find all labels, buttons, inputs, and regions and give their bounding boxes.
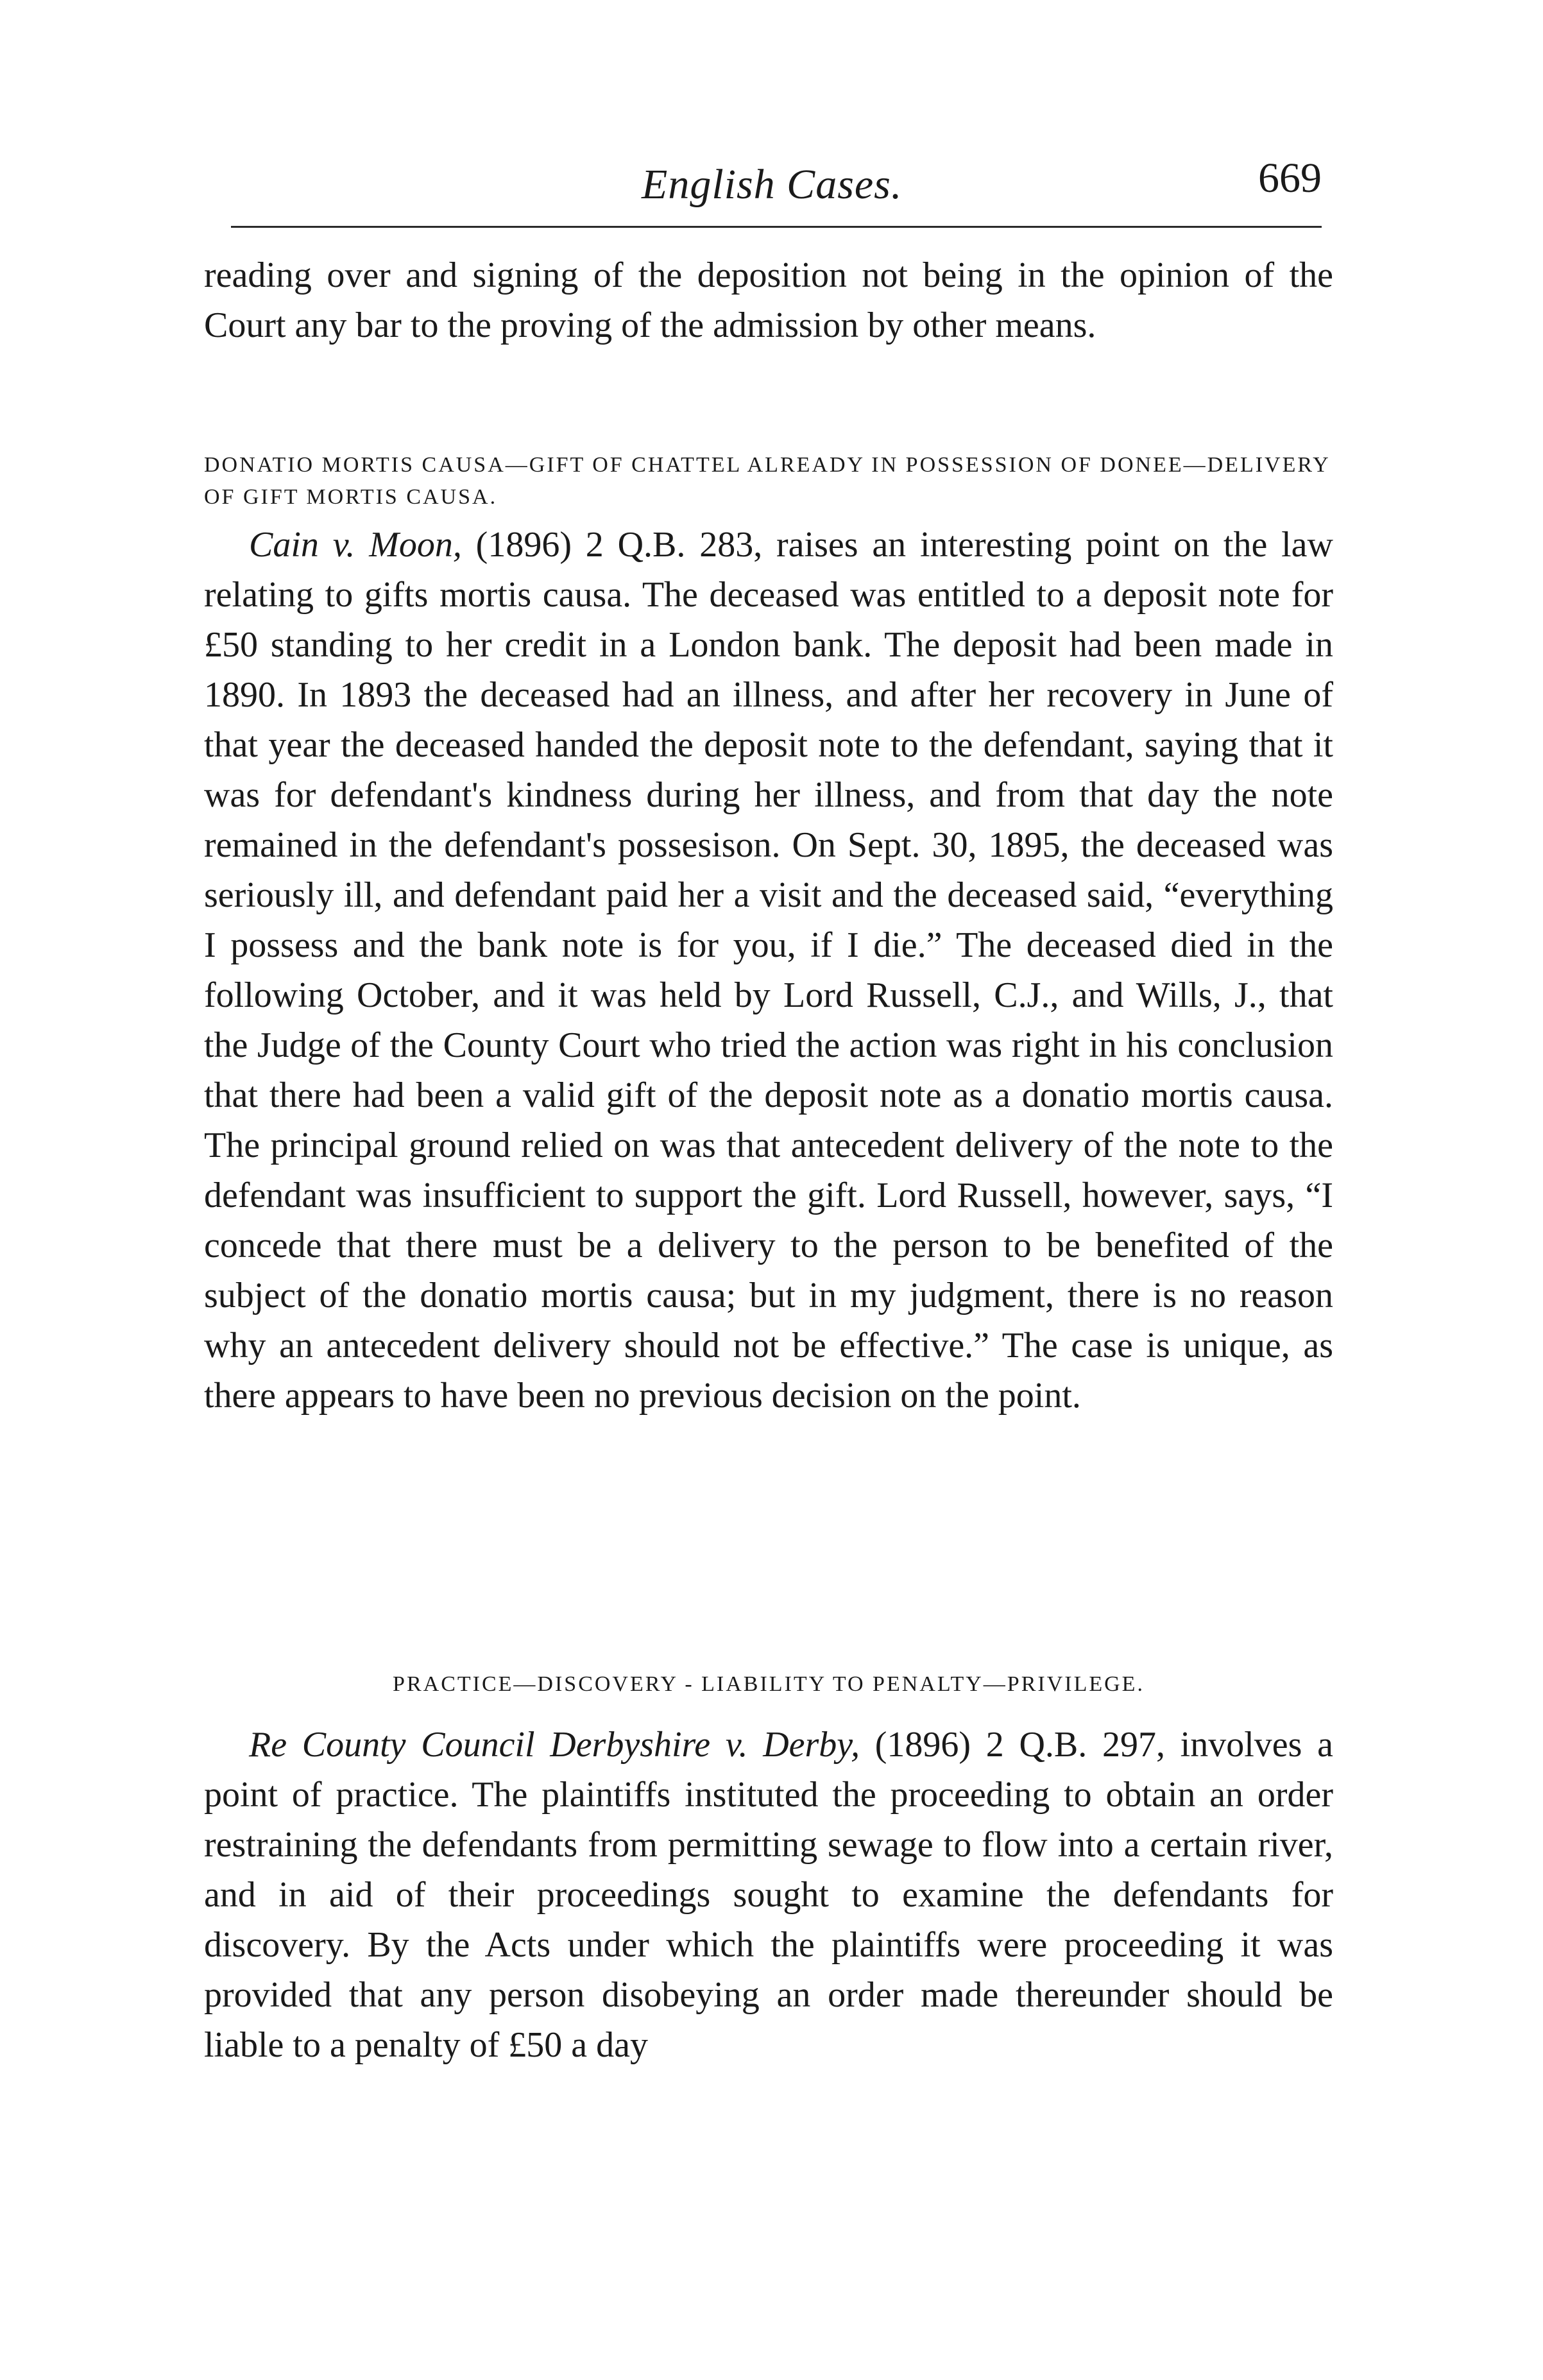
case-paragraph-derbyshire-v-derby (204, 1720, 1333, 2070)
continuation-text: reading over and signing of the deposition not being in the opinion of the Court any bar to the proving of the admission by other means. (204, 255, 1333, 345)
section-heading-donatio: DONATIO MORTIS CAUSA—GIFT OF CHATTEL ALREADY IN POSSESSION OF DONEE—DELIVERY OF GIFT MORTIS CAUSA. (204, 453, 1330, 509)
running-title: English Cases. (642, 161, 903, 208)
case-name-cain-v-moon: Cain v. Moon, (249, 525, 462, 565)
case-name-derbyshire-v-derby: Re County Council Derbyshire v. Derby, (249, 1725, 860, 1765)
running-head (231, 154, 1322, 231)
header-rule (231, 226, 1322, 228)
case-paragraph-cain-v-moon (204, 520, 1333, 1421)
case-body-cain-v-moon: (1896) 2 Q.B. 283, raises an interesting point on the law relating to gifts mortis causa. The deceased was entitled to a deposit note for £50 standing to her credit in a London bank. The deposit had been made in 1890. In 1893 the deceased had an illness, and after her recovery in June of that year the deceased handed the deposit note to the defendant, saying that it was for defendant's kindness during her illness, and from that day the note remained in the defendant's possesison. On Sept. 30, 1895, the deceased was seriously ill, and defendant paid her a visit and the deceased said, “everything I possess and the bank note is for you, if I die.” The deceased died in the following October, and it was held by Lord Russell, C.J., and Wills, J., that the Judge of the County Court who tried the action was right in his conclusion that there had been a valid gift of the deposit note as a donatio mortis causa. The principal ground relied on was that antecedent delivery of the note to the defendant was insufficient to support the gift. Lord Russell, however, says, “I concede that there must be a delivery to the person to be benefited of the subject of the donatio mortis causa; but in my judgment, there is no reason why an antecedent delivery should not be effective.” The case is unique, as there appears to have been no previous decision on the point. (204, 525, 1333, 1416)
case-body-derbyshire-v-derby: (1896) 2 Q.B. 297, involves a point of practice. The plaintiffs instituted the proceeding to obtain an order restraining the defendants from permitting sewage to flow into a certain river, and in aid of their proceedings sought to examine the defendants for discovery. By the Acts under which the plaintiffs were proceeding it was provided that any person disobeying an order made thereunder should be liable to a penalty of £50 a day (204, 1725, 1333, 2065)
section-heading-practice: PRACTICE—DISCOVERY - LIABILITY TO PENALTY—PRIVILEGE. (393, 1672, 1145, 1696)
page-number: 669 (1258, 155, 1322, 201)
continuation-paragraph (204, 250, 1333, 350)
